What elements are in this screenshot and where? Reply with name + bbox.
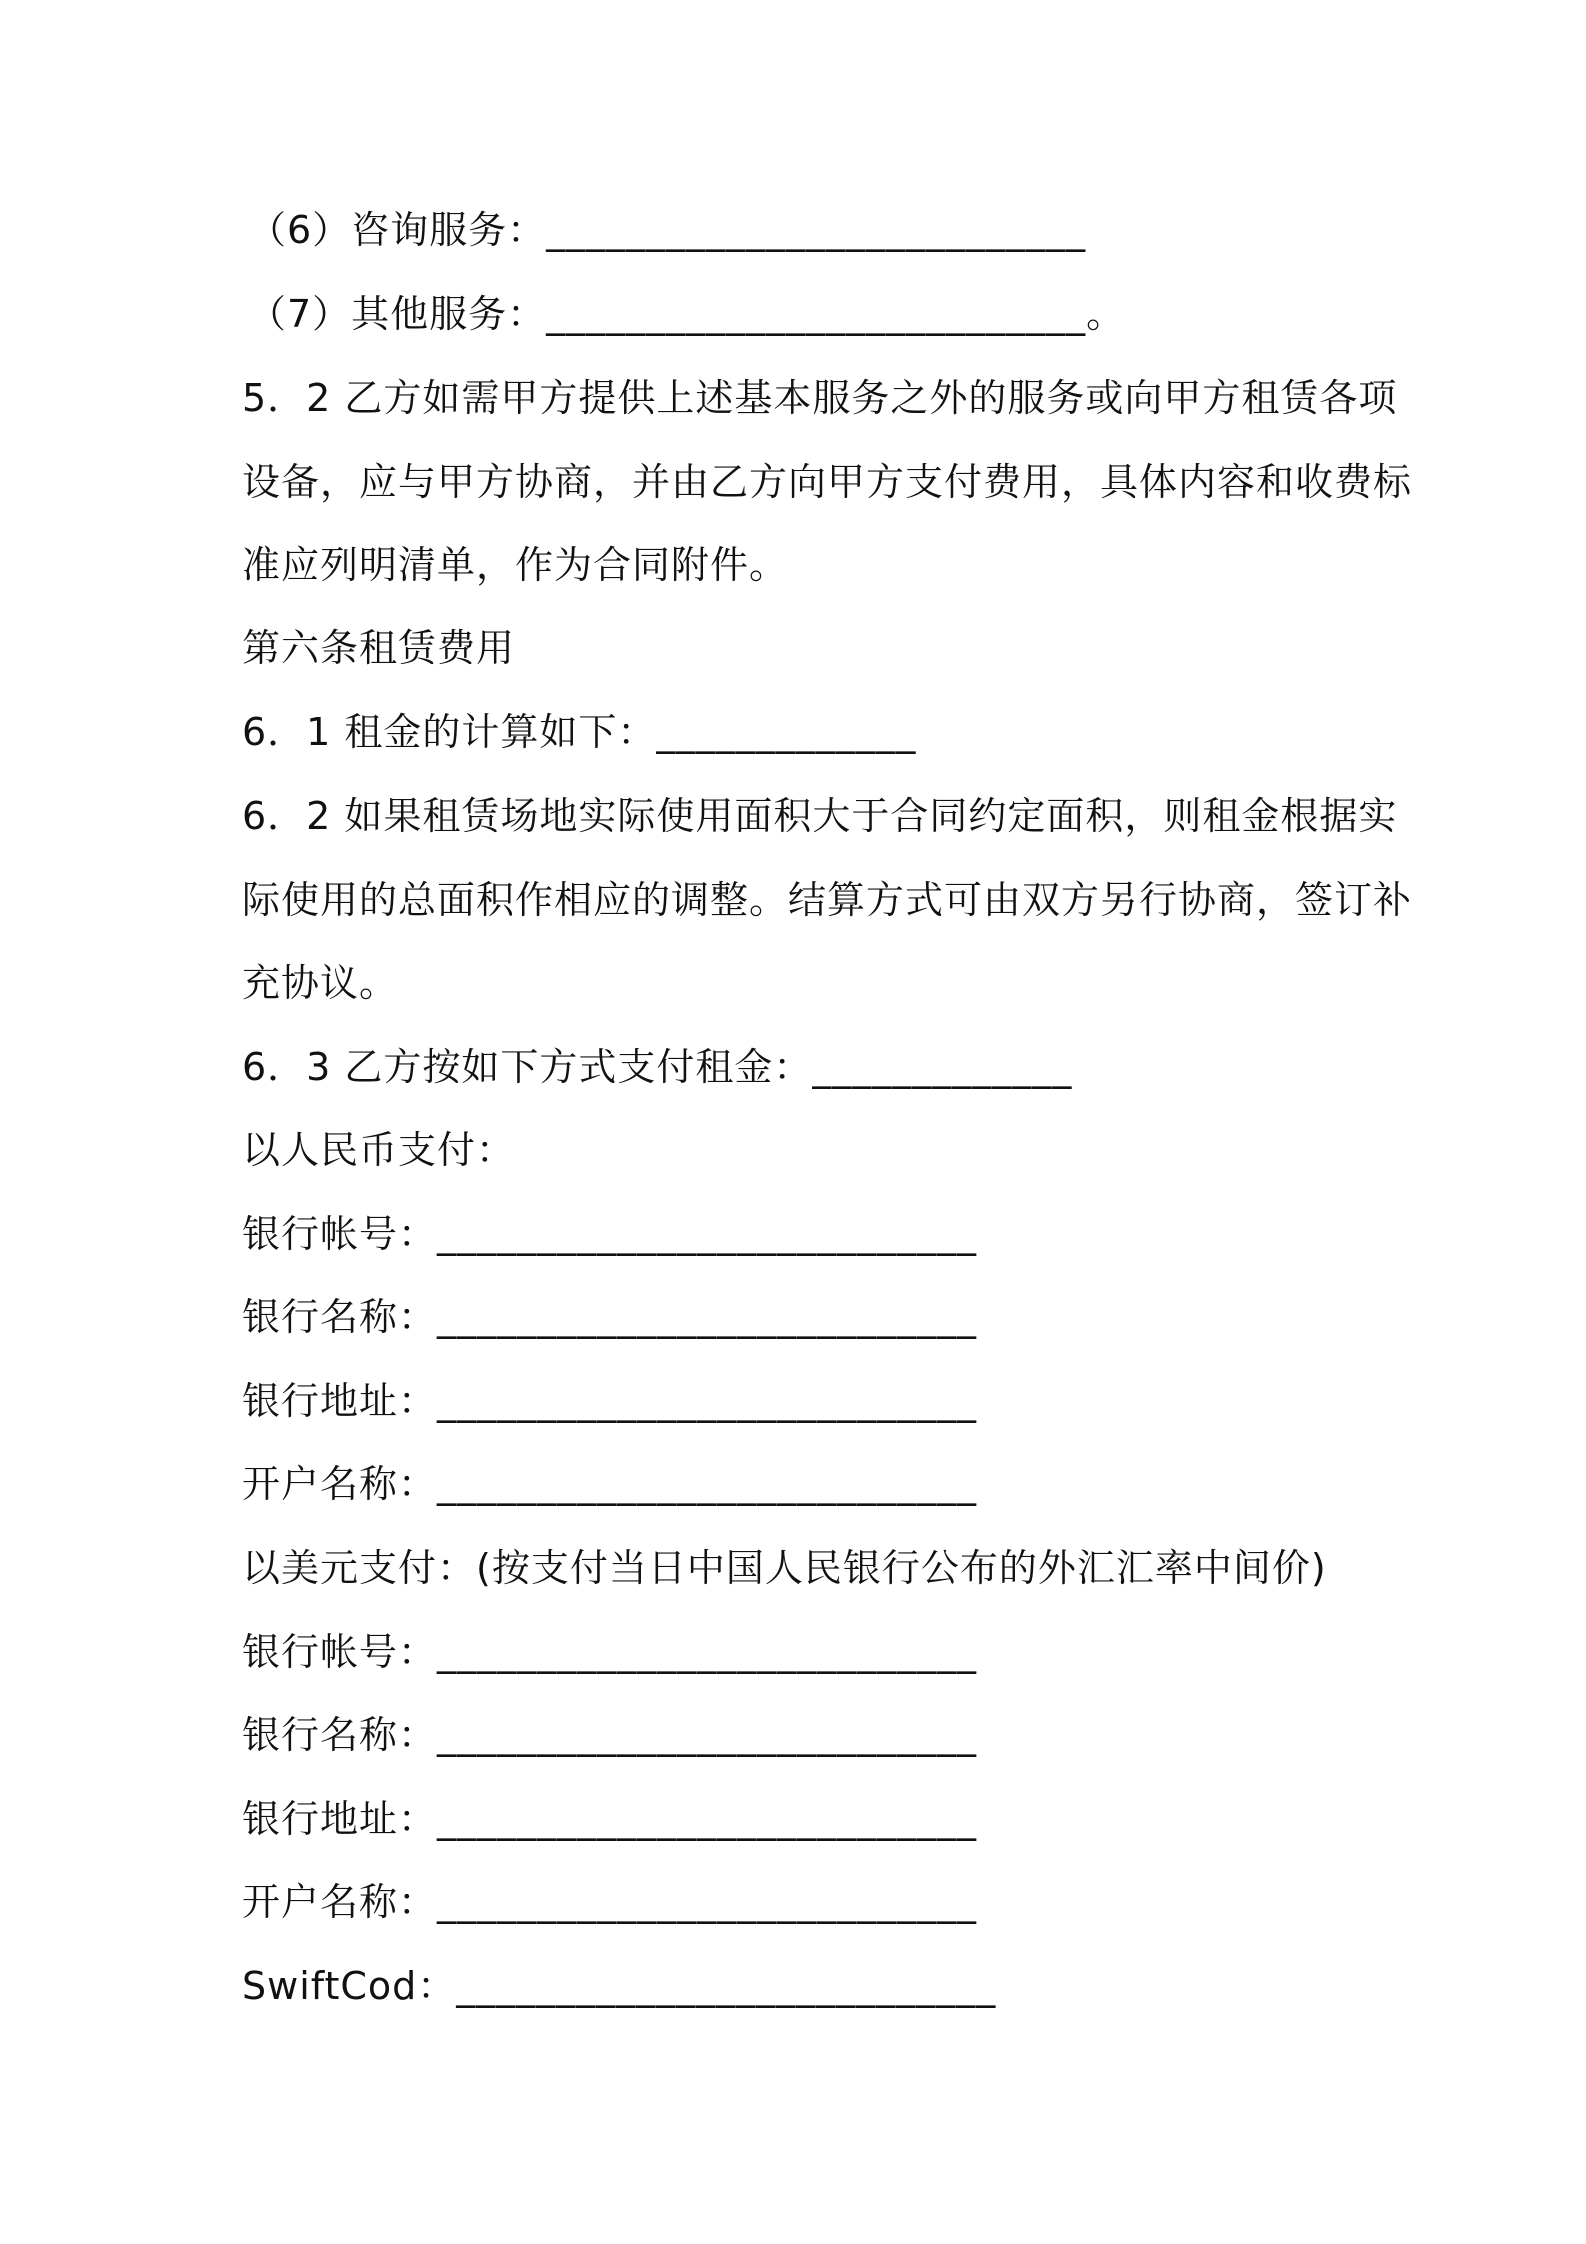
clause-5-2-line-1: 5．2 乙方如需甲方提供上述基本服务之外的服务或向甲方租赁各项 <box>242 376 1398 420</box>
usd-bank-name-field: 银行名称：___________________________ <box>242 1713 978 1757</box>
clause-6-3-line: 6．3 乙方按如下方式支付租金：_____________ <box>242 1045 1073 1089</box>
article-6-heading: 第六条租赁费用 <box>242 626 516 670</box>
clause-6-2-line-1: 6．2 如果租赁场地实际使用面积大于合同约定面积，则租金根据实 <box>242 794 1398 838</box>
usd-account-name-field: 开户名称：___________________________ <box>242 1880 978 1924</box>
usd-bank-address-field: 银行地址：___________________________ <box>242 1797 978 1841</box>
clause-6-2-line-3: 充协议。 <box>242 961 399 1005</box>
usd-payment-heading: 以美元支付：(按支付当日中国人民银行公布的外汇汇率中间价) <box>242 1546 1327 1590</box>
rmb-bank-name-field: 银行名称：___________________________ <box>242 1295 978 1339</box>
rmb-bank-address-field: 银行地址：___________________________ <box>242 1379 978 1423</box>
clause-5-2-line-3: 准应列明清单，作为合同附件。 <box>242 543 789 587</box>
rmb-payment-heading: 以人民币支付： <box>242 1128 516 1172</box>
clause-5-2-line-2: 设备，应与甲方协商，并由乙方向甲方支付费用，具体内容和收费标 <box>242 460 1413 504</box>
usd-bank-account-field: 银行帐号：___________________________ <box>242 1630 978 1674</box>
swift-code-field: SwiftCod：___________________________ <box>242 1964 997 2008</box>
rmb-bank-account-field: 银行帐号：___________________________ <box>242 1212 978 1256</box>
rmb-account-name-field: 开户名称：___________________________ <box>242 1462 978 1506</box>
consulting-service-line: （6）咨询服务：___________________________ <box>248 208 1087 252</box>
other-service-line: （7）其他服务：___________________________。 <box>248 292 1126 336</box>
clause-6-1-line: 6．1 租金的计算如下：_____________ <box>242 710 917 754</box>
clause-6-2-line-2: 际使用的总面积作相应的调整。结算方式可由双方另行协商，签订补 <box>242 878 1413 922</box>
